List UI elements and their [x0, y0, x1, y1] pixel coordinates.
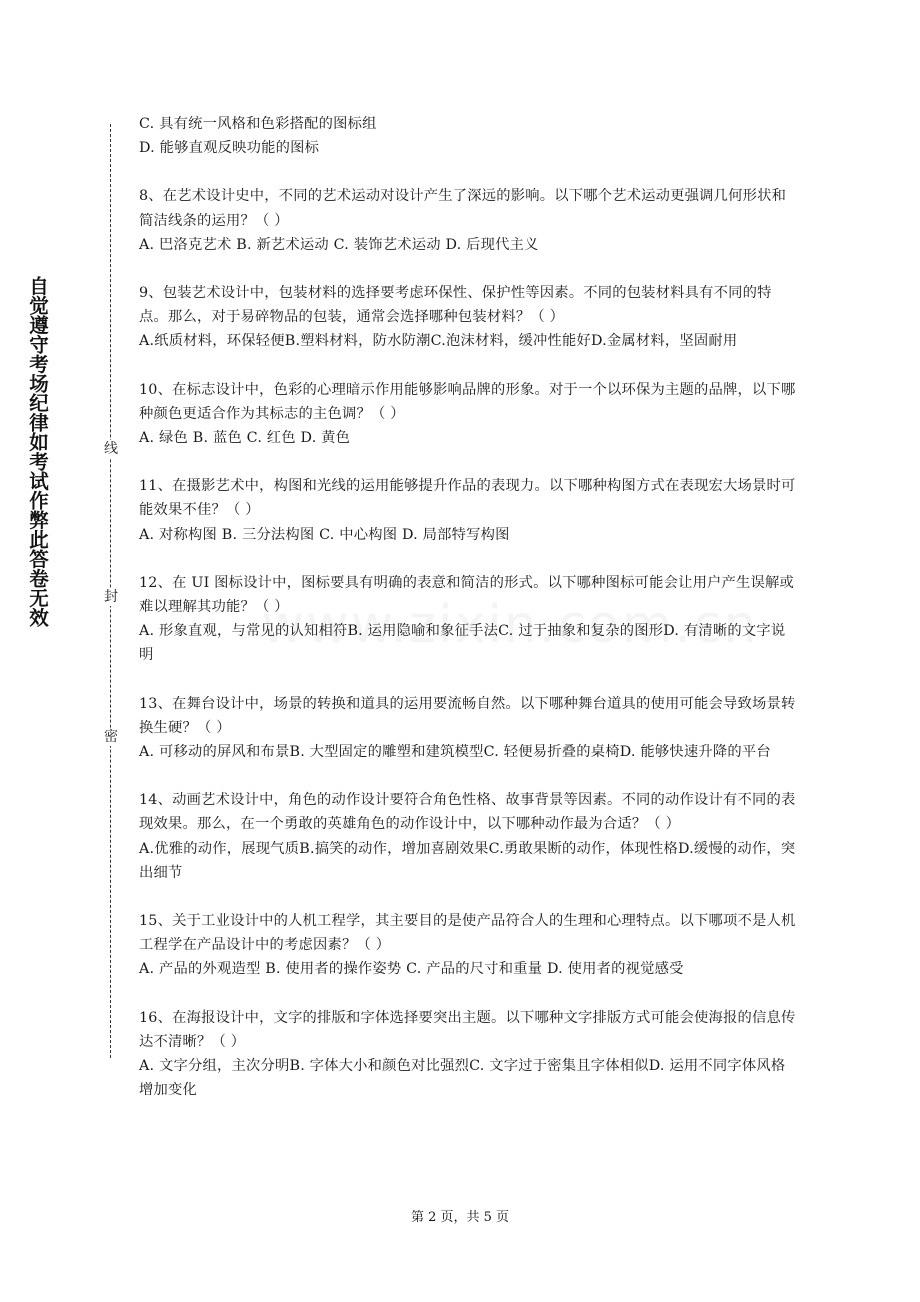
question-stem: 11、在摄影艺术中，构图和光线的运用能够提升作品的表现力。以下哪种构图方式在表现宏大场景时可能效果不佳？（ ）	[139, 478, 796, 519]
question-stem: 15、关于工业设计中的人机工程学，其主要目的是使产品符合人的生理和心理特点。以下哪项不是人机工程学在产品设计中的考虑因素？（ ）	[139, 913, 796, 954]
question-12	[139, 571, 799, 668]
binding-mark-seal: 封	[101, 588, 121, 606]
previous-question-options	[139, 112, 799, 160]
question-11	[139, 474, 799, 547]
question-15	[139, 909, 799, 982]
binding-mark-line: 线	[101, 440, 121, 458]
question-stem: 8、在艺术设计史中，不同的艺术运动对设计产生了深远的影响。以下哪个艺术运动更强调几何形状和简洁线条的运用？（ ）	[139, 188, 787, 229]
binding-mark-secret: 密	[101, 728, 121, 746]
question-14	[139, 788, 799, 885]
question-stem: 13、在舞台设计中，场景的转换和道具的运用要流畅自然。以下哪种舞台道具的使用可能会导致场景转换生硬？（ ）	[139, 695, 796, 736]
question-stem: 14、动画艺术设计中，角色的动作设计要符合角色性格、故事背景等因素。不同的动作设计有不同的表现效果。那么，在一个勇敢的英雄角色的动作设计中，以下哪种动作最为合适？（ ）	[139, 792, 796, 833]
option-line: C. 具有统一风格和色彩搭配的图标组	[139, 116, 377, 132]
option-line: D. 能够直观反映功能的图标	[139, 140, 320, 157]
question-8	[139, 184, 799, 257]
question-options: A.优雅的动作，展现气质B.搞笑的动作，增加喜剧效果C.勇敢果断的动作，体现性格D.缓慢的动作，突出细节	[139, 840, 796, 881]
question-options: A. 对称构图 B. 三分法构图 C. 中心构图 D. 局部特写构图	[139, 526, 510, 543]
page-number: 第 2 页，共 5 页	[410, 1210, 510, 1225]
question-options: A. 产品的外观造型 B. 使用者的操作姿势 C. 产品的尺寸和重量 D. 使用者的视觉感受	[139, 961, 684, 978]
question-options: A. 绿色 B. 蓝色 C. 红色 D. 黄色	[139, 430, 351, 447]
question-9	[139, 281, 799, 354]
question-options: A. 文字分组，主次分明B. 字体大小和颜色对比强烈C. 文字过于密集且字体相似D. 运用不同字体风格增加变化	[139, 1058, 786, 1099]
question-stem: 16、在海报设计中，文字的排版和字体选择要突出主题。以下哪种文字排版方式可能会使海报的信息传达不清晰？（ ）	[139, 1009, 796, 1050]
question-10	[139, 378, 799, 451]
question-options: A.纸质材料，环保轻便B.塑料材料，防水防潮C.泡沫材料，缓冲性能好D.金属材料，坚固耐用	[139, 333, 738, 350]
question-content	[139, 112, 799, 1103]
question-stem: 12、在 UI 图标设计中，图标要具有明确的表意和简洁的形式。以下哪种图标可能会让用户产生误解或难以理解其功能？（ ）	[139, 574, 795, 616]
exam-discipline-notice: 自觉遵守考场纪律如考试作弊此答卷无效	[26, 276, 49, 627]
question-stem: 10、在标志设计中，色彩的心理暗示作用能够影响品牌的形象。对于一个以环保为主题的品牌，以下哪种颜色更适合作为其标志的主色调？（ ）	[139, 381, 796, 422]
question-options: A. 巴洛克艺术 B. 新艺术运动 C. 装饰艺术运动 D. 后现代主义	[139, 236, 539, 253]
question-16	[139, 1006, 799, 1103]
question-options: A. 形象直观，与常见的认知相符B. 运用隐喻和象征手法C. 过于抽象和复杂的图形D. 有清晰的文字说明	[139, 623, 786, 664]
question-stem: 9、包装艺术设计中，包装材料的选择要考虑环保性、保护性等因素。不同的包装材料具有不同的特点。那么，对于易碎物品的包装，通常会选择哪种包装材料？（ ）	[139, 285, 772, 326]
question-options: A. 可移动的屏风和布景B. 大型固定的雕塑和建筑模型C. 轻便易折叠的桌椅D. 能够快速升降的平台	[139, 744, 771, 761]
question-13	[139, 692, 799, 765]
